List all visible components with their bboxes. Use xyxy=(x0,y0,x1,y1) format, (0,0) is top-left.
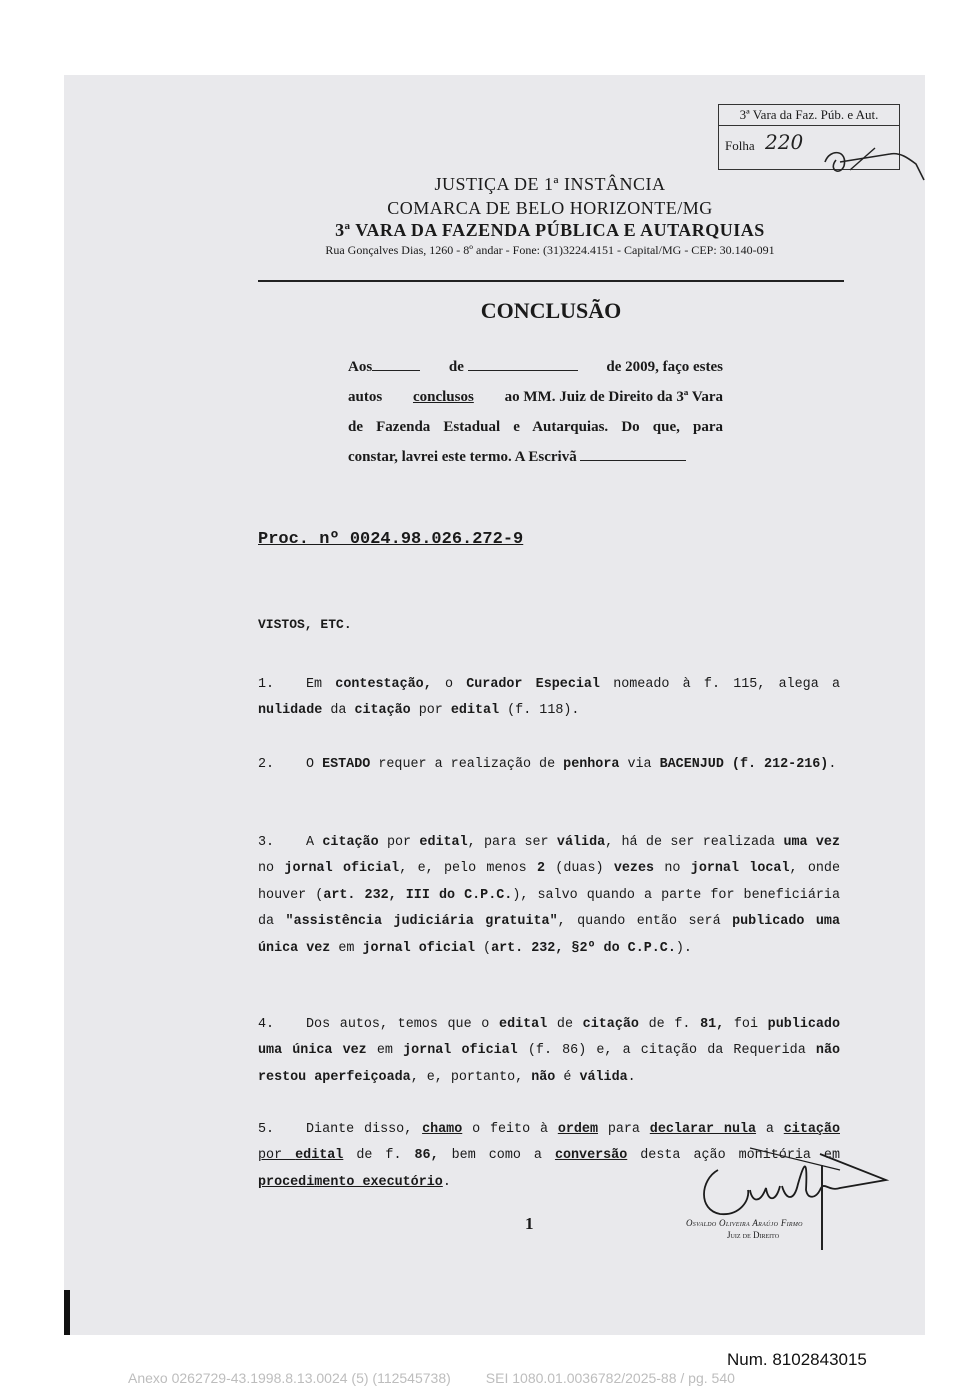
process-number: Proc. nº 0024.98.026.272-9 xyxy=(258,530,524,549)
judge-name: Osvaldo Oliveira Araújo Firmo xyxy=(686,1218,803,1228)
paragraph-5: 5. Diante disso, chamo o feito à ordem para declarar nula a citação por edital de f. 86, bem como a conversão desta ação monitória em procedimento executório. xyxy=(258,1122,841,1190)
scan-shadow xyxy=(64,1290,70,1335)
conc-autos: autos xyxy=(348,389,383,405)
conc-line3: de Fazenda Estadual e Autarquias. Do que, para xyxy=(348,419,723,435)
conc-aos: Aos xyxy=(348,359,373,375)
header-divider xyxy=(258,280,844,282)
folha-number: 220 xyxy=(765,130,804,154)
signature-stroke xyxy=(821,1165,823,1250)
document-num: Num. 8102843015 xyxy=(727,1350,867,1369)
header-address: Rua Gonçalves Dias, 1260 - 8º andar - Fone: (31)3224.4151 - Capital/MG - CEP: 30.140-091 xyxy=(325,243,775,257)
paragraph-2: 2. O ESTADO requer a realização de penhora via BACENJUD (f. 212-216). xyxy=(258,757,837,772)
judge-signature xyxy=(690,1140,890,1230)
vistos-heading: VISTOS, ETC. xyxy=(258,617,352,632)
folha-label: Folha xyxy=(725,138,755,153)
conc-line4: constar, lavrei este termo. A Escrivã xyxy=(348,449,577,465)
paragraph-1: 1. Em contestação, o Curador Especial nomeado à f. 115, alega a nulidade da citação por edital (f. 118). xyxy=(258,677,841,719)
conc-conclusos: conclusos xyxy=(412,389,474,405)
conc-year: de 2009, faço estes xyxy=(606,359,723,375)
conc-de: de xyxy=(448,359,464,375)
conclusao-title: CONCLUSÃO xyxy=(480,298,622,323)
conclusao-text xyxy=(348,352,723,472)
header-line-2: COMARCA DE BELO HORIZONTE/MG xyxy=(387,198,713,218)
header-line-1: JUSTIÇA DE 1ª INSTÂNCIA xyxy=(434,174,666,194)
judge-title: Juiz de Direito xyxy=(727,1230,780,1240)
paragraph-3: 3. A citação por edital, para ser válida, há de ser realizada uma vez no jornal oficial, e, pelo menos 2 (duas) vezes no jornal local, onde houver (art. 232, III do C.P.C.), salvo quando a parte for beneficiária da "assistência judiciária gratuita", quando então será publicado uma única vez em jornal oficial (art. 232, §2º do C.P.C.). xyxy=(258,835,841,956)
page-number: 1 xyxy=(525,1214,534,1233)
folha-vara: 3ª Vara da Faz. Púb. e Aut. xyxy=(719,105,899,126)
footer-annex: Anexo 0262729-43.1998.8.13.0024 (5) (112545738) SEI 1080.01.0036782/2025-88 / pg. 540 xyxy=(128,1370,735,1386)
conc-line2: ao MM. Juiz de Direito da 3ª Vara xyxy=(504,389,723,405)
header-line-3: 3ª VARA DA FAZENDA PÚBLICA E AUTARQUIAS xyxy=(335,220,765,240)
paragraph-4: 4. Dos autos, temos que o edital de citação de f. 81, foi publicado uma única vez em jornal oficial (f. 86) e, a citação da Requerida não restou aperfeiçoada, e, portanto, não é válida. xyxy=(258,1017,841,1085)
